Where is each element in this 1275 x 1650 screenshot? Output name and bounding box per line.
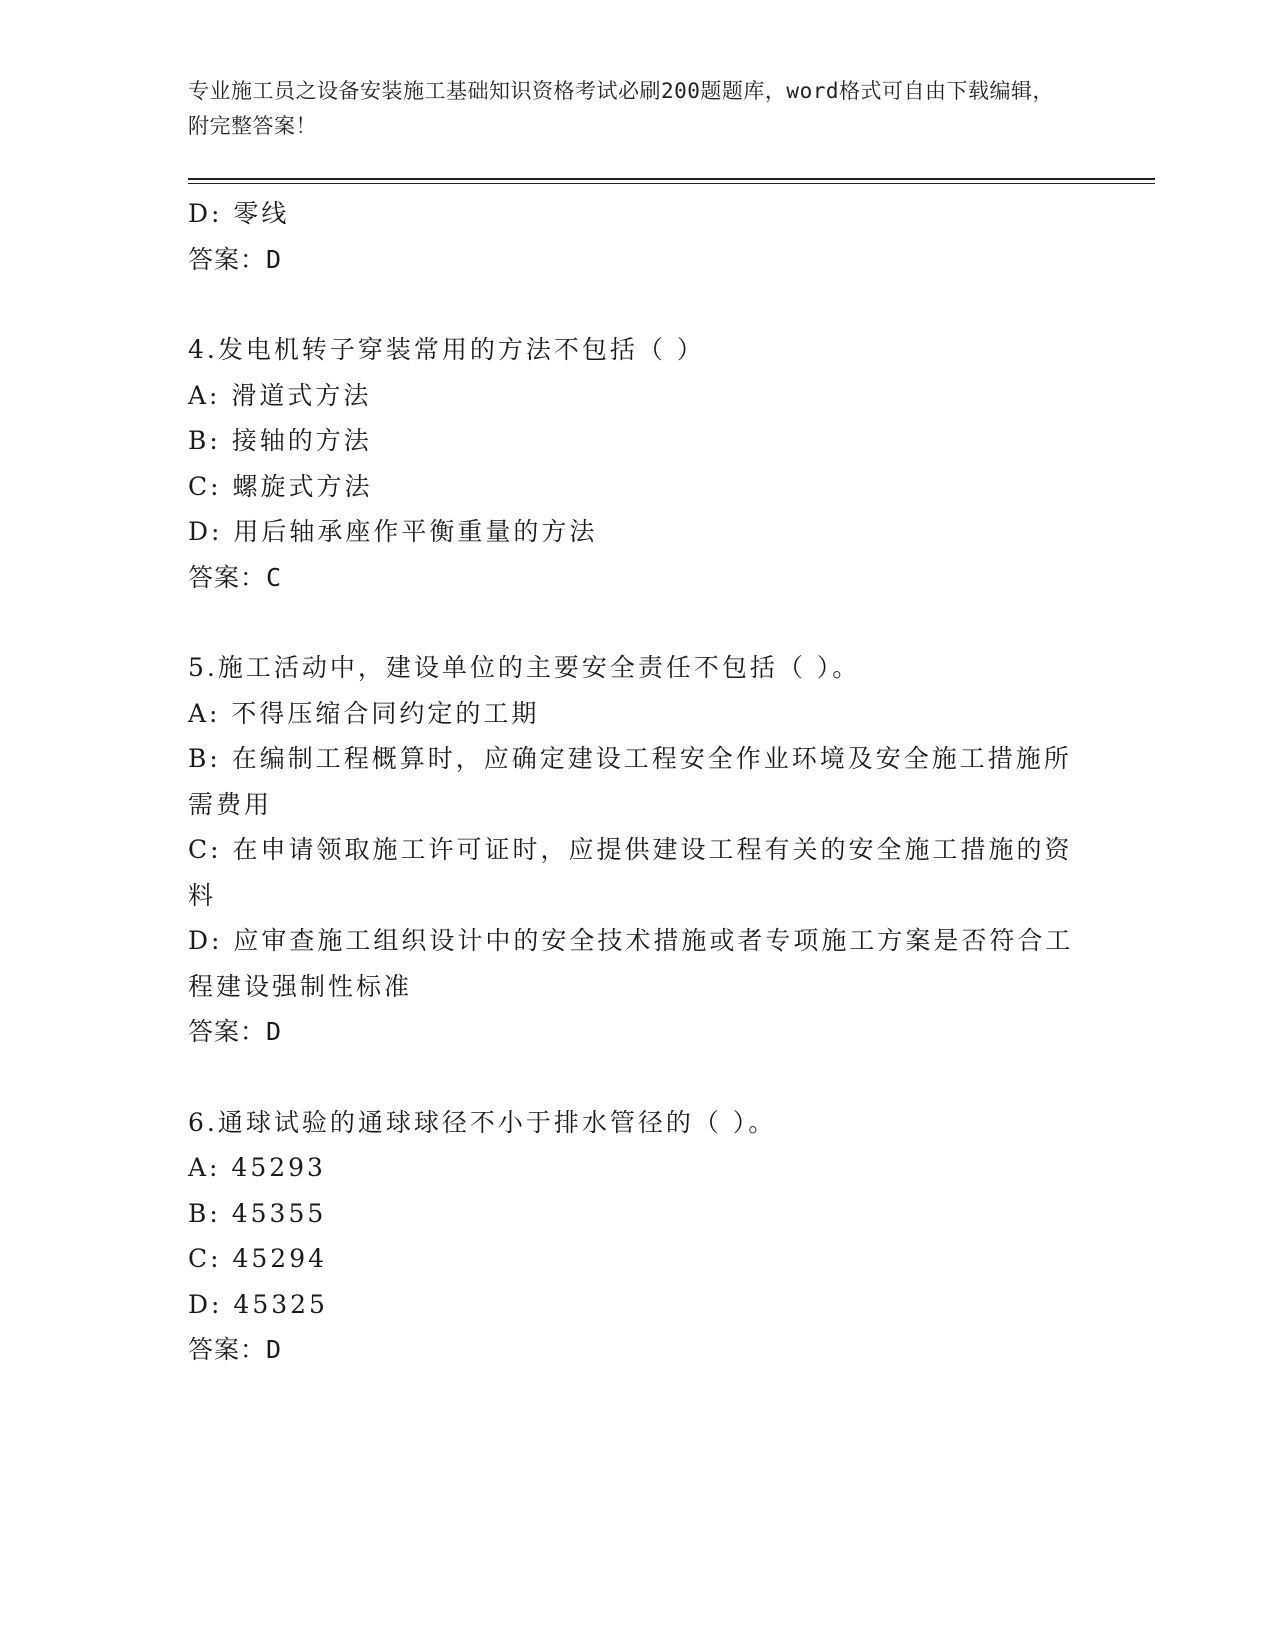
header-divider-thin: [188, 183, 1155, 184]
prev-option-d: D: 零线: [188, 199, 290, 228]
option-d: D: 45325: [188, 1289, 328, 1319]
option-a: A: 不得压缩合同约定的工期: [188, 698, 540, 728]
question-6: [188, 1100, 1078, 1373]
answer: 答案：C: [188, 562, 283, 592]
prev-answer: 答案：D: [188, 244, 283, 274]
question-stem: 4.发电机转子穿装常用的方法不包括（ ）: [188, 335, 705, 364]
option-d: D: 用后轴承座作平衡重量的方法: [188, 517, 598, 546]
option-b: B: 在编制工程概算时，应确定建设工程安全作业环境及安全施工措施所需费用: [188, 744, 1072, 819]
option-b: B: 接轴的方法: [188, 426, 372, 455]
option-c: C: 在申请领取施工许可证时，应提供建设工程有关的安全施工措施的资料: [188, 835, 1073, 910]
document-header: 专业施工员之设备安装施工基础知识资格考试必刷200题题库，word格式可自由下载编辑，附完整答案！: [188, 79, 1054, 138]
question-stem: 5.施工活动中，建设单位的主要安全责任不包括（ ）。: [188, 653, 861, 682]
option-d: D: 应审查施工组织设计中的安全技术措施或者专项施工方案是否符合工程建设强制性标准: [188, 926, 1074, 1001]
question-4: [188, 327, 1078, 600]
answer: 答案：D: [188, 1335, 283, 1364]
option-b: B: 45355: [188, 1198, 327, 1228]
question-5: [188, 645, 1078, 1055]
spacer: [188, 600, 1078, 645]
question-content: [188, 191, 1078, 1373]
spacer: [188, 1055, 1078, 1100]
header-divider-thick: [188, 178, 1155, 180]
option-c: C: 45294: [188, 1244, 328, 1273]
option-c: C: 螺旋式方法: [188, 471, 373, 501]
question-stem: 6.通球试验的通球球径不小于排水管径的（ ）。: [188, 1107, 777, 1137]
option-a: A: 滑道式方法: [188, 380, 372, 410]
spacer: [188, 282, 1078, 327]
option-a: A: 45293: [188, 1153, 326, 1182]
answer: 答案：D: [188, 1017, 283, 1046]
